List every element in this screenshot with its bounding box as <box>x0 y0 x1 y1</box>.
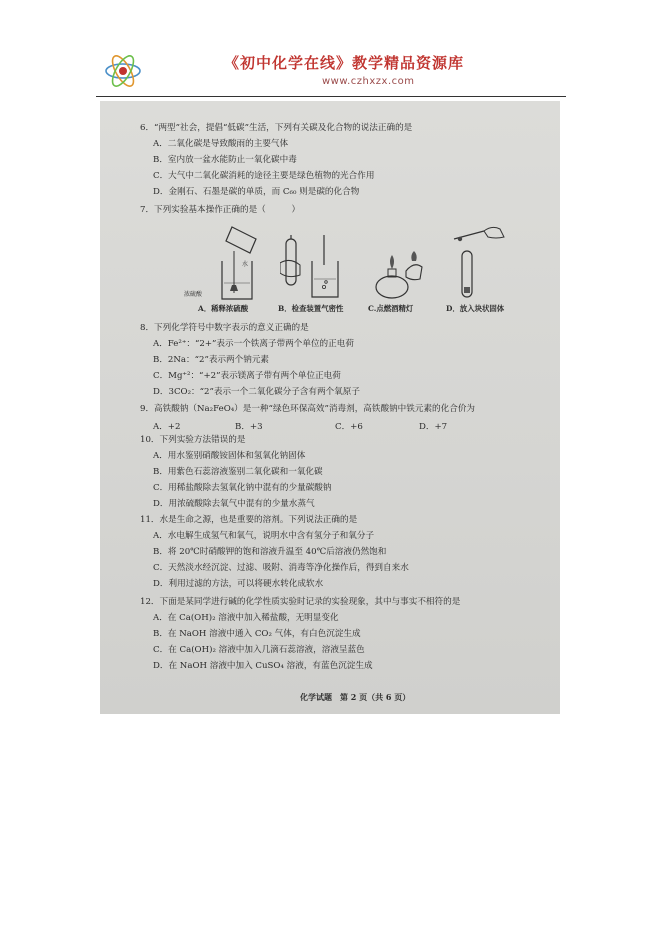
question-7-figures <box>180 221 520 317</box>
question-9-options <box>153 420 533 431</box>
question-8-option-d: D．3CO₂：“2”表示一个二氧化碳分子含有两个氧原子 <box>153 387 360 397</box>
question-7-stem: 7．下列实验基本操作正确的是（ ） <box>140 205 301 215</box>
question-12-option-c: C．在 Ca(OH)₂ 溶液中加入几滴石蕊溶液，溶液呈蓝色 <box>153 645 365 655</box>
question-6-option-c: C．大气中二氧化碳消耗的途径主要是绿色植物的光合作用 <box>153 171 375 181</box>
question-9-option-b: B．+3 <box>235 422 263 432</box>
figure-c-caption: C.点燃酒精灯 <box>368 304 414 313</box>
dilute-acid-figure <box>200 221 270 301</box>
question-8-option-a: A．Fe²⁺：“2+”表示一个铁离子带两个单位的正电荷 <box>153 339 354 349</box>
question-9-option-c: C．+6 <box>335 422 363 432</box>
question-8-stem: 8．下列化学符号中数字表示的意义正确的是 <box>140 323 309 333</box>
site-title: 《初中化学在线》教学精品资源库 <box>224 54 465 72</box>
question-8-option-b: B．2Na：“2”表示两个钠元素 <box>153 355 270 365</box>
question-6-stem: 6．“两型”社会，提倡“低碳”生活，下列有关碳及化合物的说法正确的是 <box>140 123 413 133</box>
question-9-option-a: A．+2 <box>153 422 181 432</box>
question-12-stem: 12．下面是某同学进行碱的化学性质实验时记录的实验现象，其中与事实不相符的是 <box>140 597 461 607</box>
water-label: 水 <box>242 261 249 268</box>
site-header <box>96 40 566 96</box>
airtightness-figure <box>280 235 350 301</box>
question-6-option-b: B．室内放一盆水能防止一氧化碳中毒 <box>153 155 297 165</box>
question-11-option-b: B．将 20℃时硝酸钾的饱和溶液升温至 40℃后溶液仍然饱和 <box>153 547 387 557</box>
question-10-option-d: D．用浓硫酸除去氧气中混有的少量水蒸气 <box>153 499 315 509</box>
question-12-option-b: B．在 NaOH 溶液中通入 CO₂ 气体，有白色沉淀生成 <box>153 629 361 639</box>
question-6-option-a: A．二氧化碳是导致酸雨的主要气体 <box>153 139 289 149</box>
question-11-option-c: C．天然淡水经沉淀、过滤、吸附、消毒等净化操作后，得到自来水 <box>153 563 409 573</box>
exam-page-photo <box>100 101 560 714</box>
figure-d-caption: D．放入块状固体 <box>446 304 505 313</box>
page-footer: 化学试题 第 2 页（共 6 页） <box>300 692 411 702</box>
question-10-stem: 10．下列实验方法错误的是 <box>140 435 246 445</box>
question-6-option-d: D．金刚石、石墨是碳的单质，而 C₆₀ 则是碳的化合物 <box>153 187 360 197</box>
question-10-option-c: C．用稀盐酸除去氢氧化钠中混有的少量碳酸钠 <box>153 483 332 493</box>
question-11-option-a: A．水电解生成氢气和氧气，说明水中含有氢分子和氧分子 <box>153 531 375 541</box>
acid-label: 浓硫酸 <box>184 291 203 298</box>
atom-logo-icon <box>102 50 144 92</box>
alcohol-lamp-figure <box>370 247 426 301</box>
header-divider <box>96 96 566 97</box>
question-10-option-a: A．用水鉴别硝酸铵固体和氢氧化钠固体 <box>153 451 306 461</box>
question-11-option-d: D．利用过滤的方法，可以将硬水转化成软水 <box>153 579 324 589</box>
site-url[interactable]: www.czhxzx.com <box>322 76 415 87</box>
question-8-option-c: C．Mg⁺²：“+2”表示镁离子带有两个单位正电荷 <box>153 371 341 381</box>
question-9-stem: 9．高铁酸钠（Na₂FeO₄）是一种“绿色环保高效”消毒剂，高铁酸钠中铁元素的化合价为 <box>140 404 476 414</box>
question-11-stem: 11．水是生命之源，也是重要的溶剂。下列说法正确的是 <box>140 515 358 525</box>
figure-b-caption: B．检查装置气密性 <box>278 304 344 313</box>
figure-a-caption: A．稀释浓硫酸 <box>198 304 249 313</box>
question-9-option-d: D．+7 <box>419 422 448 432</box>
solid-tube-figure <box>440 223 516 301</box>
question-10-option-b: B．用紫色石蕊溶液鉴别二氧化碳和一氧化碳 <box>153 467 323 477</box>
question-12-option-d: D．在 NaOH 溶液中加入 CuSO₄ 溶液，有蓝色沉淀生成 <box>153 661 373 671</box>
question-12-option-a: A．在 Ca(OH)₂ 溶液中加入稀盐酸，无明显变化 <box>153 613 339 623</box>
